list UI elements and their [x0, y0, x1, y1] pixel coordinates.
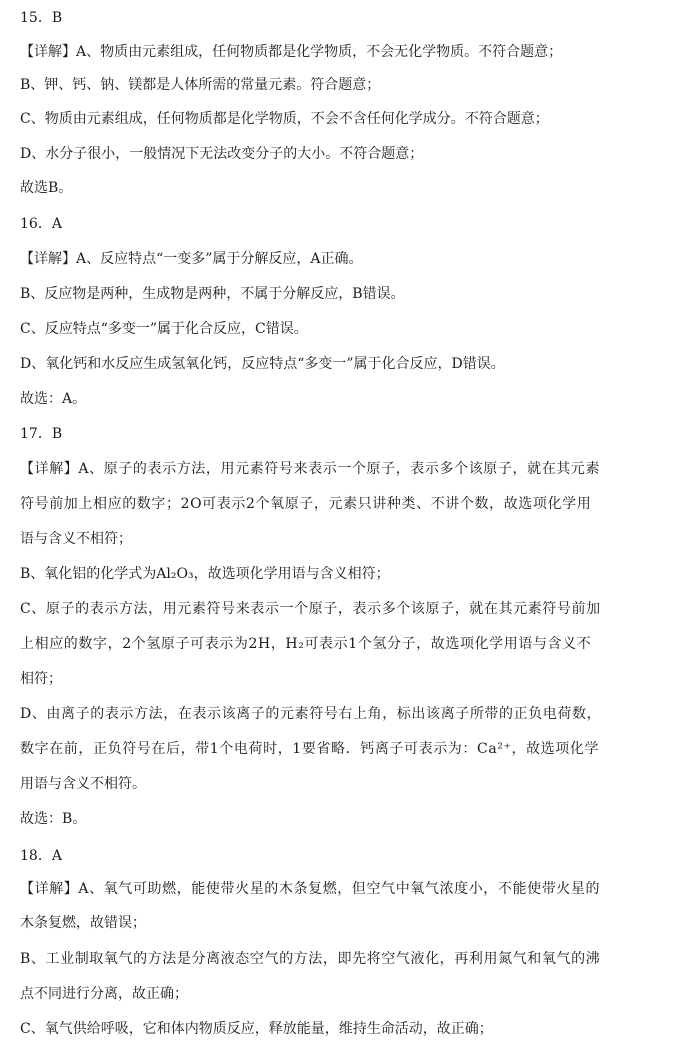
explanation-line: D、水分子很小，一般情况下无法改变分子的大小。不符合题意；: [20, 146, 424, 162]
explanation-line: C、原子的表示方法，用元素符号来表示一个原子，表示多个该原子，就在其元素符号前加: [20, 601, 601, 617]
explanation-line: B、工业制取氧气的方法是分离液态空气的方法，即先将空气液化，再利用氮气和氧气的沸: [20, 951, 601, 967]
explanation-line: 点不同进行分离，故正确；: [20, 986, 188, 1002]
explanation-line: C、氧气供给呼吸，它和体内物质反应，释放能量，维持生命活动，故正确；: [20, 1021, 493, 1037]
question-number: 18．A: [20, 848, 62, 864]
explanation-line: 语与含义不相符；: [20, 531, 132, 547]
explanation-line: 【详解】A、原子的表示方法，用元素符号来表示一个原子，表示多个该原子，就在其元素: [20, 461, 601, 477]
question-number: 16．A: [20, 216, 62, 232]
explanation-line: C、物质由元素组成，任何物质都是化学物质，不会不含任何化学成分。不符合题意；: [20, 111, 549, 127]
explanation-line: B、氧化铝的化学式为Al₂O₃，故选项化学用语与含义相符；: [20, 566, 390, 582]
explanation-line: 符号前加上相应的数字；2O可表示2个氧原子，元素只讲种类、不讲个数，故选项化学用: [20, 496, 592, 512]
explanation-line: B、钾、钙、钠、镁都是人体所需的常量元素。符合题意；: [20, 77, 381, 93]
explanation-line: 木条复燃，故错误；: [20, 915, 146, 931]
answer-choice-line: 故选B。: [20, 180, 73, 196]
explanation-line: C、反应特点“多变一”属于化合反应，C错误。: [20, 321, 308, 337]
explanation-line: 【详解】A、物质由元素组成，任何物质都是化学物质，不会无化学物质。不符合题意；: [20, 44, 563, 60]
explanation-line: 【详解】A、氧气可助燃，能使带火星的木条复燃，但空气中氧气浓度小，不能使带火星的: [20, 881, 601, 897]
question-number: 15．B: [20, 10, 63, 26]
question-number: 17．B: [20, 426, 63, 442]
explanation-line: 用语与含义不相符。: [20, 776, 146, 792]
explanation-line: D、由离子的表示方法，在表示该离子的元素符号右上角，标出该离子所带的正负电荷数，: [20, 706, 602, 722]
explanation-line: B、反应物是两种，生成物是两种，不属于分解反应，B错误。: [20, 286, 405, 302]
explanation-line: 上相应的数字，2个氢原子可表示为2H，H₂可表示1个氢分子，故选项化学用语与含义不: [20, 636, 592, 652]
explanation-line: 相符；: [20, 671, 62, 687]
explanation-line: D、氧化钙和水反应生成氢氧化钙，反应特点“多变一”属于化合反应，D错误。: [20, 356, 505, 372]
answer-choice-line: 故选：A。: [20, 391, 87, 407]
answer-choice-line: 故选：B。: [20, 811, 87, 827]
explanation-line: 【详解】A、反应特点“一变多”属于分解反应，A正确。: [20, 251, 363, 267]
explanation-line: 数字在前，正负符号在后，带1个电荷时，1要省略．钙离子可表示为：Ca²⁺，故选项化学: [20, 741, 600, 757]
